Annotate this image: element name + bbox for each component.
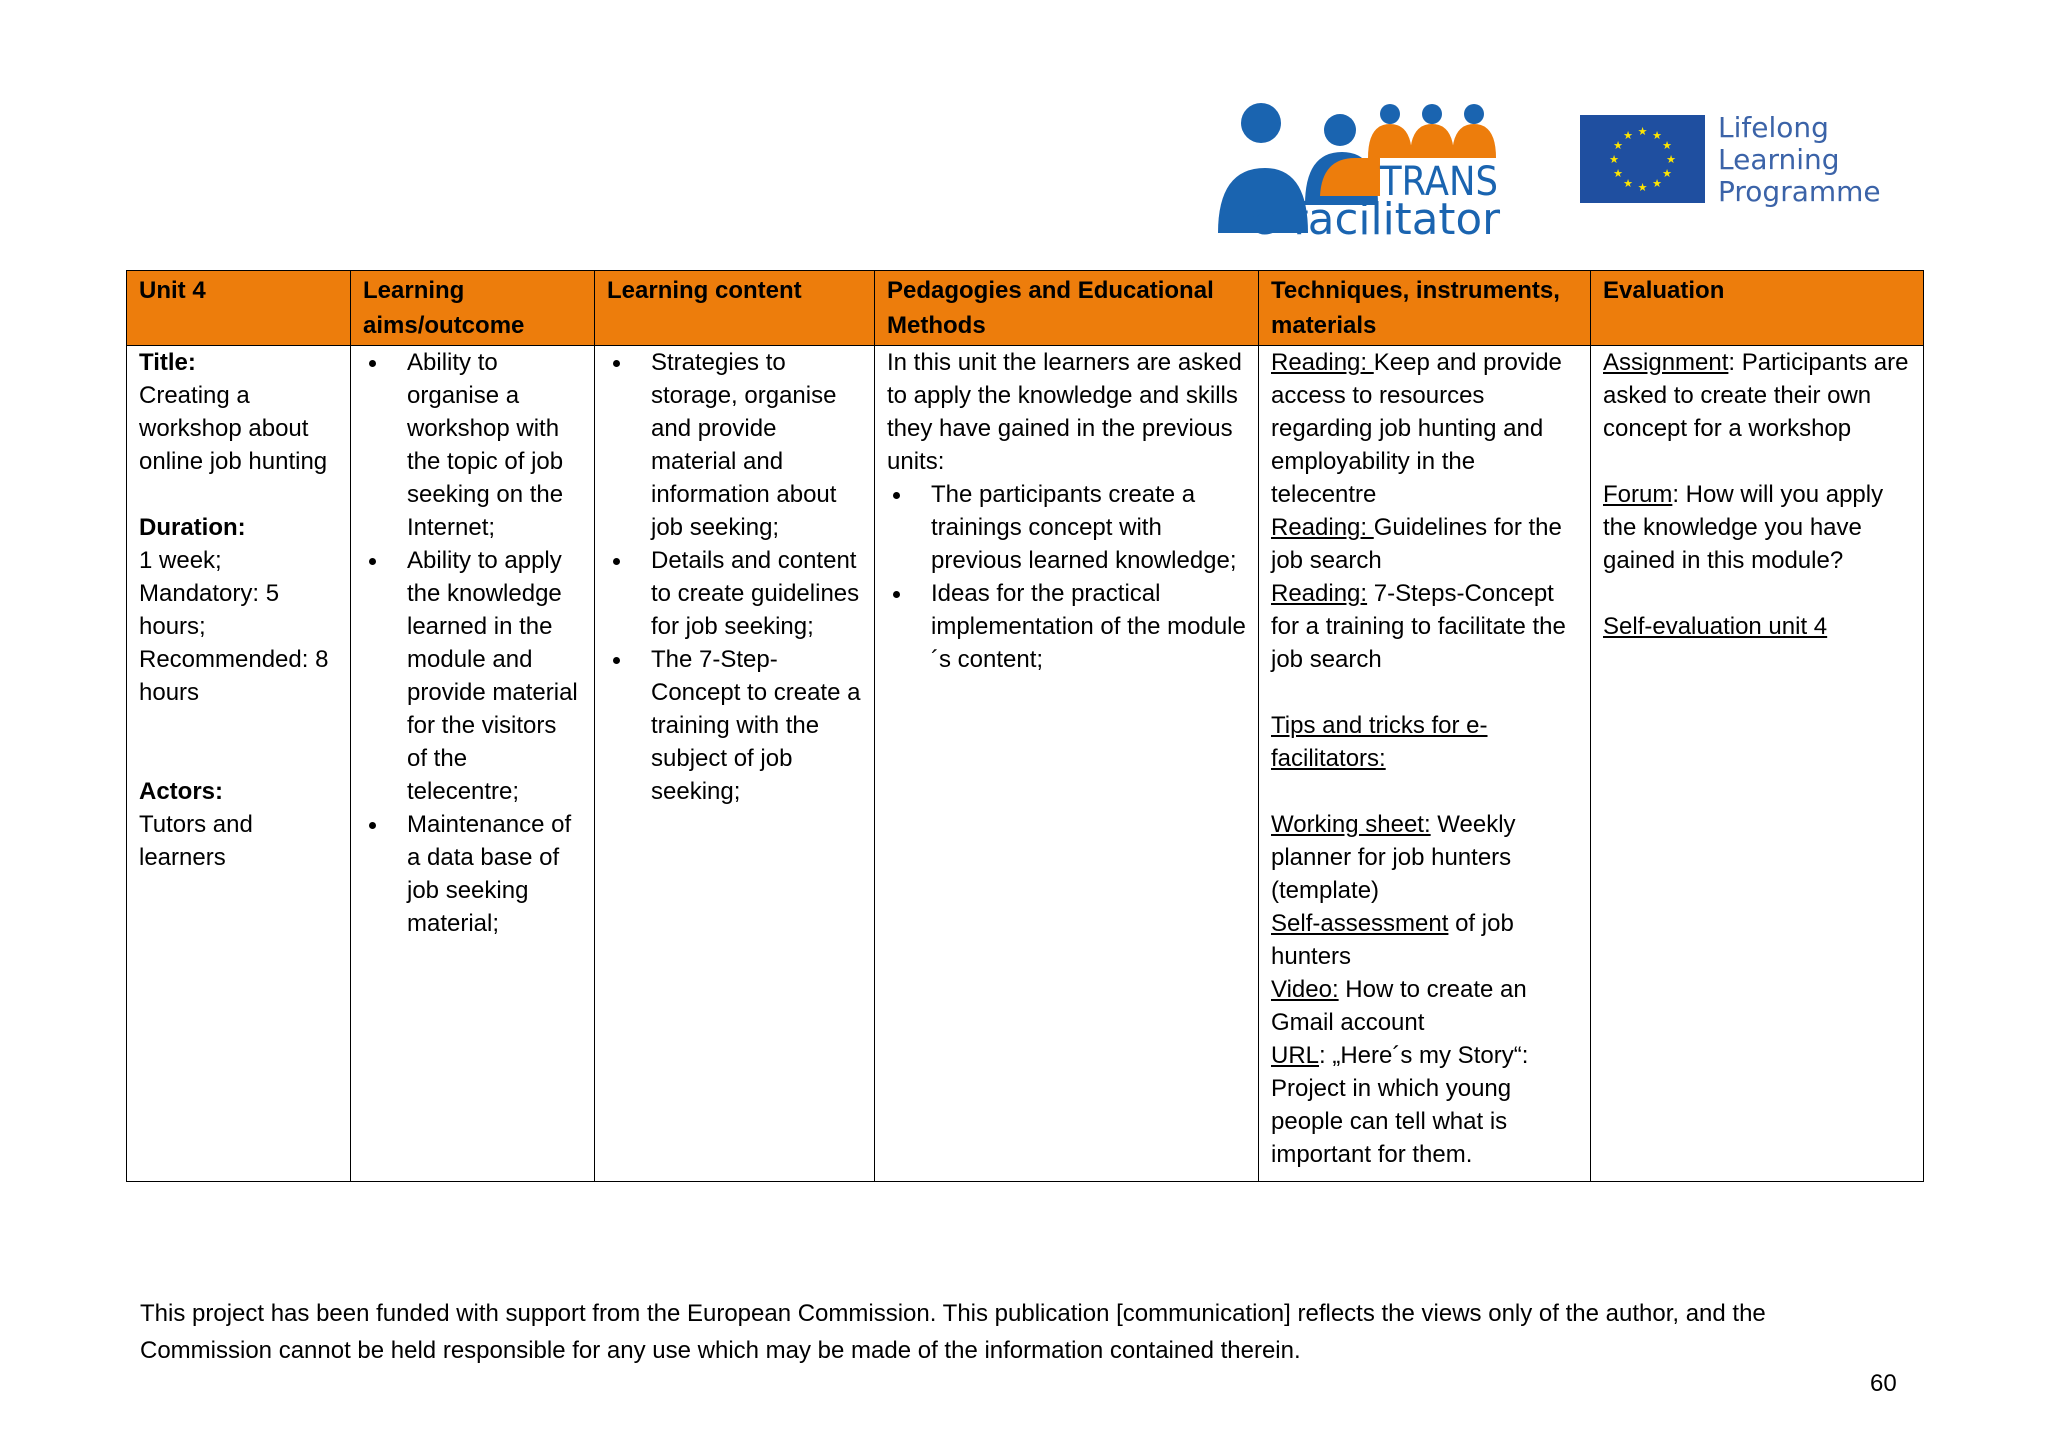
svg-text:★: ★ bbox=[1637, 181, 1648, 194]
reading-label: Reading: bbox=[1271, 580, 1368, 607]
reading-label: Reading: bbox=[1271, 514, 1374, 541]
evaluation-cell bbox=[1591, 346, 1924, 1182]
svg-text:★: ★ bbox=[1613, 139, 1623, 152]
pedagogy-list bbox=[887, 478, 1246, 676]
list-item: The participants create a trainings concept with previous learned knowledge; bbox=[931, 478, 1246, 577]
header-pedagogies: Pedagogies and Educational Methods bbox=[875, 271, 1259, 346]
unit-table bbox=[126, 270, 1924, 1182]
duration-label: Duration: bbox=[139, 514, 246, 541]
eu-text-line: Lifelong bbox=[1718, 111, 1829, 144]
duration-line: Recommended: 8 hours bbox=[139, 646, 329, 706]
self-assessment-label: Self-assessment bbox=[1271, 910, 1449, 937]
url-label: URL bbox=[1271, 1042, 1320, 1069]
svg-text:★: ★ bbox=[1662, 139, 1672, 152]
header-techniques: Techniques, instruments, materials bbox=[1259, 271, 1591, 346]
aims-cell bbox=[351, 346, 595, 1182]
actors-value: Tutors and learners bbox=[139, 811, 253, 871]
url-text: : „Here´s my Story“: Project in which young people can tell what is important for them. bbox=[1271, 1042, 1529, 1168]
page-number: 60 bbox=[1870, 1370, 1897, 1397]
lifelong-learning-programme-text bbox=[1718, 112, 1881, 208]
duration-line: Mandatory: 5 hours; bbox=[139, 580, 280, 640]
tips-label: Tips and tricks for e-facilitators: bbox=[1271, 712, 1488, 772]
forum-label: Forum bbox=[1603, 481, 1673, 508]
header-learning-content: Learning content bbox=[595, 271, 875, 346]
facilitator-word: e-facilitator bbox=[1250, 194, 1501, 240]
title-label: Title: bbox=[139, 349, 196, 376]
svg-text:★: ★ bbox=[1637, 125, 1648, 138]
list-item: Details and content to create guidelines for job seeking; bbox=[651, 544, 862, 643]
title-value: Creating a workshop about online job hunting bbox=[139, 382, 328, 475]
trans-e-facilitator-logo bbox=[1210, 100, 1510, 240]
header-learning-aims: Learning aims/outcome bbox=[351, 271, 595, 346]
list-item: The 7-Step-Concept to create a training with the subject of job seeking; bbox=[651, 643, 862, 808]
svg-text:★: ★ bbox=[1623, 129, 1633, 142]
eu-text-line: Learning bbox=[1718, 143, 1840, 176]
pedagogy-intro: In this unit the learners are asked to apply the knowledge and skills they have gained in the previous units: bbox=[887, 349, 1242, 475]
svg-text:★: ★ bbox=[1613, 167, 1623, 180]
trans-word: TRANS bbox=[1379, 159, 1498, 205]
working-sheet-text: Weekly planner for job hunters (template) bbox=[1271, 811, 1516, 904]
video-text: How to create an Gmail account bbox=[1271, 976, 1527, 1036]
actors-label: Actors: bbox=[139, 778, 224, 805]
list-item: Ability to organise a workshop with the topic of job seeking on the Internet; bbox=[407, 346, 582, 544]
reading-text: Keep and provide access to resources regarding job hunting and employability in the telecentre bbox=[1271, 349, 1562, 508]
self-assessment-text: of job hunters bbox=[1271, 910, 1514, 970]
list-item: Strategies to storage, organise and provide material and information about job seeking; bbox=[651, 346, 862, 544]
list-item: Ideas for the practical implementation of the module´s content; bbox=[931, 577, 1246, 676]
video-label: Video: bbox=[1271, 976, 1339, 1003]
pedagogy-cell bbox=[875, 346, 1259, 1182]
duration-line: 1 week; bbox=[139, 547, 222, 574]
svg-text:★: ★ bbox=[1666, 153, 1676, 166]
assignment-label: Assignment bbox=[1603, 349, 1729, 376]
svg-text:★: ★ bbox=[1662, 167, 1672, 180]
table-header-row bbox=[127, 271, 1924, 346]
eu-text-line: Programme bbox=[1718, 175, 1881, 208]
aims-list bbox=[363, 346, 582, 940]
header-evaluation: Evaluation bbox=[1591, 271, 1924, 346]
funding-disclaimer: This project has been funded with support from the European Commission. This publication [communication] reflects the views only of the author, and the Commission cannot be held responsible for any use which may be made of the information contained therein. bbox=[140, 1300, 1766, 1364]
reading-text: Guidelines for the job search bbox=[1271, 514, 1562, 574]
svg-text:★: ★ bbox=[1609, 153, 1619, 166]
svg-text:★: ★ bbox=[1623, 177, 1633, 190]
list-item: Ability to apply the knowledge learned in the module and provide material for the visitors of the telecentre; bbox=[407, 544, 582, 808]
eu-flag-logo bbox=[1580, 115, 1705, 203]
header-unit: Unit 4 bbox=[127, 271, 351, 346]
svg-text:★: ★ bbox=[1652, 177, 1662, 190]
assignment-text: : Participants are asked to create their own concept for a workshop bbox=[1603, 349, 1909, 442]
working-sheet-label: Working sheet: bbox=[1271, 811, 1431, 838]
content-list bbox=[607, 346, 862, 808]
self-evaluation-link[interactable]: Self-evaluation unit 4 bbox=[1603, 613, 1828, 640]
table-row bbox=[127, 346, 1924, 1182]
reading-label: Reading: bbox=[1271, 349, 1374, 376]
forum-text: : How will you apply the knowledge you have gained in this module? bbox=[1603, 481, 1884, 574]
list-item: Maintenance of a data base of job seeking material; bbox=[407, 808, 582, 940]
svg-text:★: ★ bbox=[1652, 129, 1662, 142]
techniques-cell bbox=[1259, 346, 1591, 1182]
unit-cell bbox=[127, 346, 351, 1182]
reading-text: 7-Steps-Concept for a training to facilitate the job search bbox=[1271, 580, 1566, 673]
content-cell bbox=[595, 346, 875, 1182]
